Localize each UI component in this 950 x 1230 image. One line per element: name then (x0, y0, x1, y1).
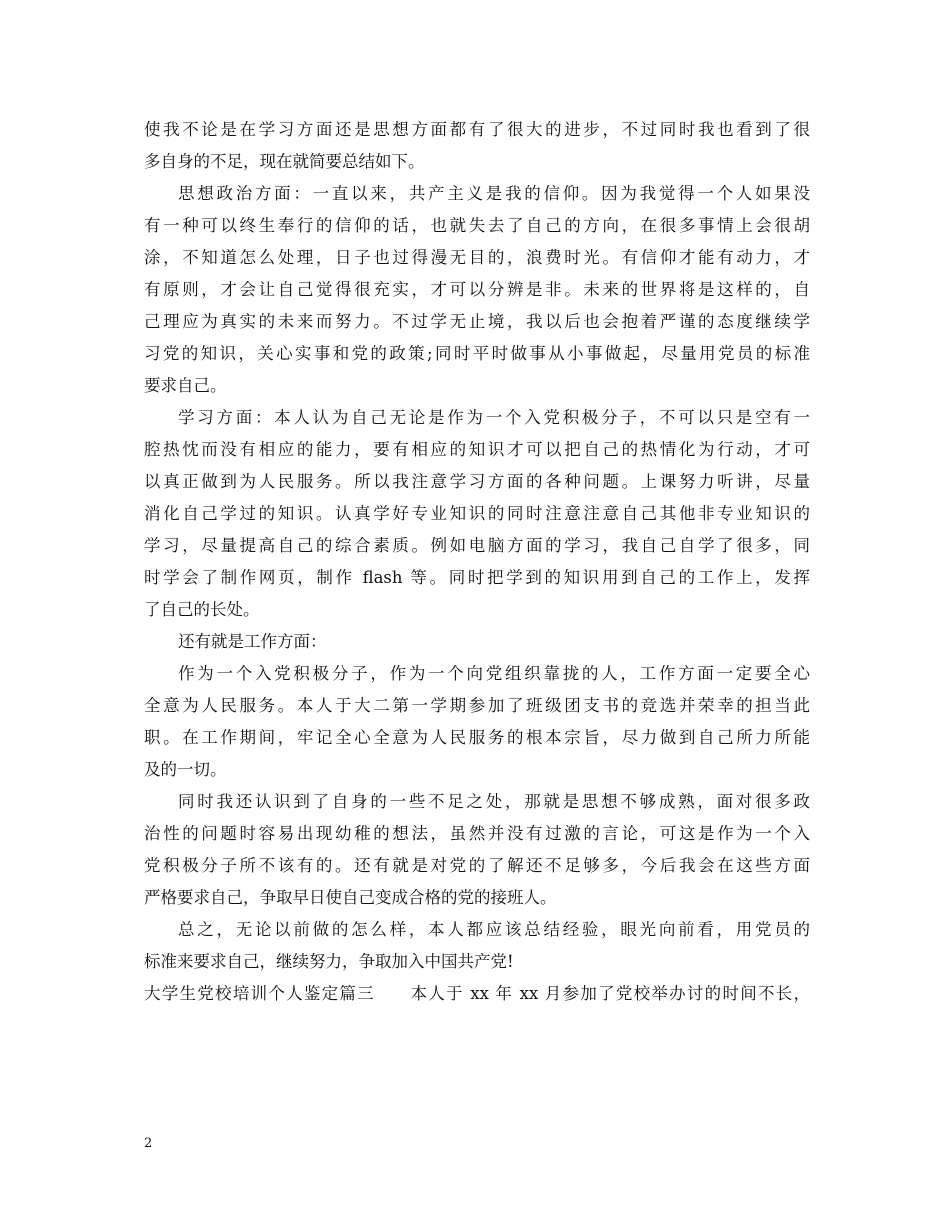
text-line: 以真正做到为人民服务。所以我注意学习方面的各种问题。上课努力听讲，尽量 (144, 472, 810, 491)
text-line: 有原则，才会让自己觉得很充实，才可以分辨是非。未来的世界将是这样的，自 (144, 280, 810, 299)
page-number: 2 (144, 1136, 153, 1151)
text-line: 同时我还认识到了自身的一些不足之处，那就是思想不够成熟，面对很多政 (178, 792, 810, 811)
text-line: 总之，无论以前做的怎么样，本人都应该总结经验，眼光向前看，用党员的 (178, 920, 810, 939)
text-line: 要求自己。 (144, 376, 227, 395)
text-line: 习党的知识，关心实事和党的政策;同时平时做事从小事做起，尽量用党员的标准 (144, 344, 810, 363)
text-line: 多自身的不足，现在就简要总结如下。 (144, 152, 425, 171)
text-line: 思想政治方面：一直以来，共产主义是我的信仰。因为我觉得一个人如果没 (178, 184, 810, 203)
text-line: 学习方面：本人认为自己无论是作为一个入党积极分子，不可以只是空有一 (178, 408, 810, 427)
document-body (144, 114, 810, 1010)
text-line: 使我不论是在学习方面还是思想方面都有了很大的进步，不过同时我也看到了很 (144, 120, 810, 139)
text-line: 学习，尽量提高自己的综合素质。例如电脑方面的学习，我自己自学了很多，同 (144, 536, 810, 555)
text-line: 治性的问题时容易出现幼稚的想法，虽然并没有过激的言论，可这是作为一个入 (144, 824, 810, 843)
text-line: 还有就是工作方面： (178, 632, 327, 651)
text-line: 时学会了制作网页，制作 flash 等。同时把学到的知识用到自己的工作上，发挥 (144, 568, 810, 587)
text-line: 消化自己学过的知识。认真学好专业知识的同时注意注意自己其他非专业知识的 (144, 504, 810, 523)
text-line: 有一种可以终生奉行的信仰的话，也就失去了自己的方向，在很多事情上会很胡 (144, 216, 810, 235)
text-line: 作为一个入党积极分子，作为一个向党组织靠拢的人，工作方面一定要全心 (178, 664, 810, 683)
text-line: 己理应为真实的未来而努力。不过学无止境，我以后也会抱着严谨的态度继续学 (144, 312, 810, 331)
text-line: 了自己的长处。 (144, 600, 260, 619)
text-line: 严格要求自己，争取早日使自己变成合格的党的接班人。 (144, 888, 557, 907)
text-line: 党积极分子所不该有的。还有就是对党的了解还不足够多，今后我会在这些方面 (144, 856, 810, 875)
text-line: 涂，不知道怎么处理，日子也过得漫无目的，浪费时光。有信仰才能有动力，才 (144, 248, 810, 267)
text-line: 腔热忱而没有相应的能力，要有相应的知识才可以把自己的热情化为行动，才可 (144, 440, 810, 459)
text-line: 职。在工作期间，牢记全心全意为人民服务的根本宗旨，尽力做到自己所力所能 (144, 728, 810, 747)
text-line: 标准来要求自己，继续努力，争取加入中国共产党! (144, 952, 514, 971)
text-line: 大学生党校培训个人鉴定篇三 本人于 xx 年 xx 月参加了党校举办讨的时间不长， (144, 984, 810, 1003)
text-line: 全意为人民服务。本人于大二第一学期参加了班级团支书的竞选并荣幸的担当此 (144, 696, 810, 715)
text-line: 及的一切。 (144, 760, 227, 779)
